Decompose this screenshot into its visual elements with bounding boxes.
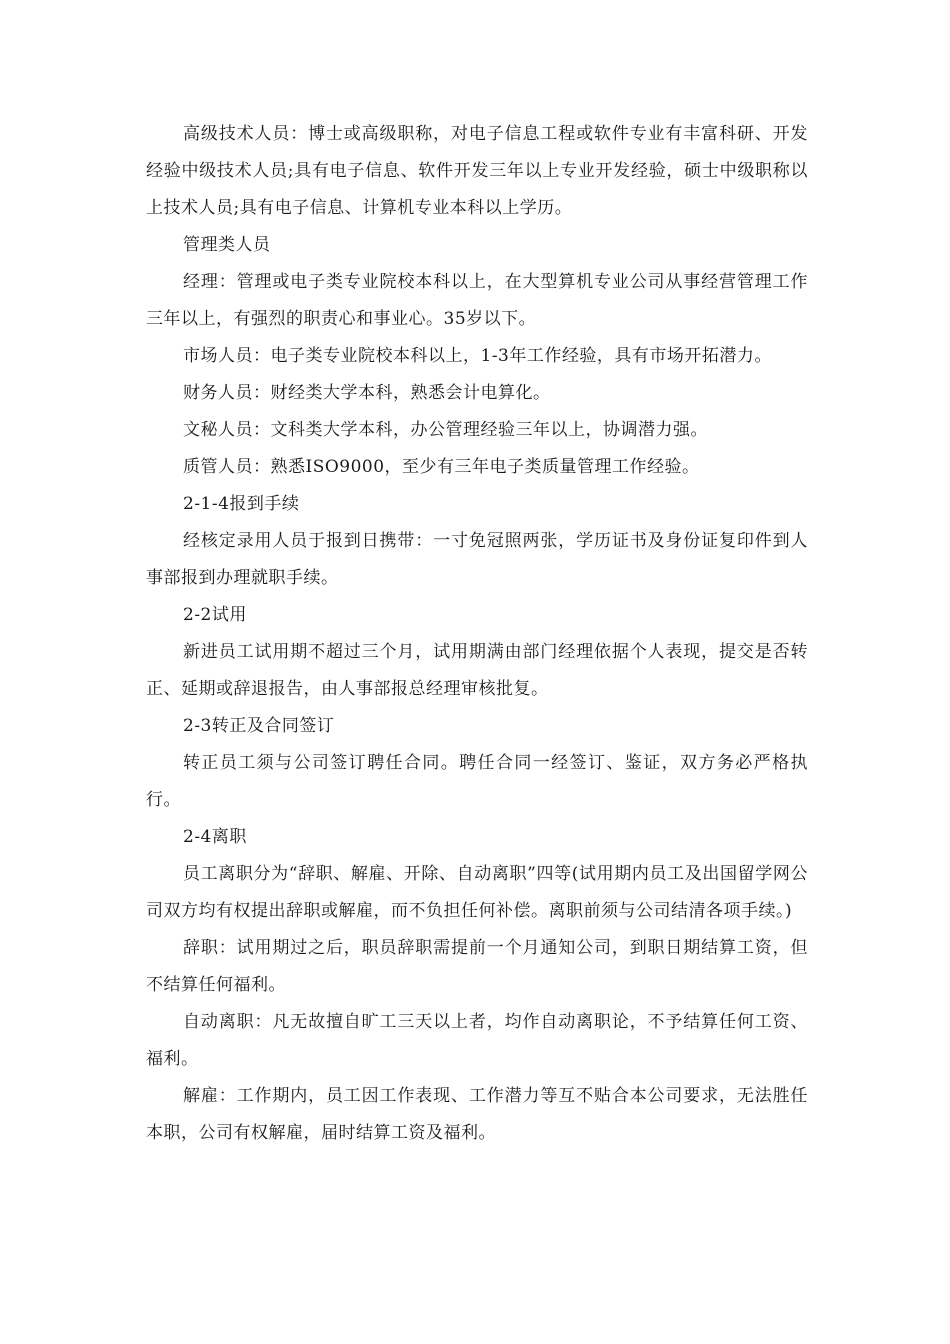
paragraph-quality-staff: 质管人员：熟悉ISO9000，至少有三年电子类质量管理工作经验。 (183, 457, 700, 477)
paragraph-manager: 经理：管理或电子类专业院校本科以上，在大型算机专业公司从事经营管理工作三年以上，有强烈的职责心和事业心。35岁以下。 (146, 272, 808, 329)
paragraph-secretary-staff: 文秘人员：文科类大学本科，办公管理经验三年以上，协调潜力强。 (183, 420, 708, 440)
heading-resignation: 2-4离职 (183, 827, 247, 847)
document-body (146, 116, 808, 1152)
heading-probation: 2-2试用 (183, 605, 247, 625)
heading-regularization-contract: 2-3转正及合同签订 (183, 716, 335, 736)
paragraph-marketing-staff: 市场人员：电子类专业院校本科以上，1-3年工作经验，具有市场开拓潜力。 (183, 346, 772, 366)
paragraph-probation: 新进员工试用期不超过三个月，试用期满由部门经理依据个人表现，提交是否转正、延期或辞退报告，由人事部报总经理审核批复。 (146, 642, 808, 699)
paragraph-resignation-types: 员工离职分为“辞职、解雇、开除、自动离职”四等(试用期内员工及出国留学网公司双方均有权提出辞职或解雇，而不负担任何补偿。离职前须与公司结清各项手续。) (146, 864, 808, 921)
paragraph-senior-tech-staff: 高级技术人员：博士或高级职称，对电子信息工程或软件专业有丰富科研、开发经验中级技术人员;具有电子信息、软件开发三年以上专业开发经验，硕士中级职称以上技术人员;具有电子信息、计算机专业本科以上学历。 (146, 124, 808, 218)
paragraph-regularization-contract: 转正员工须与公司签订聘任合同。聘任合同一经签订、鉴证，双方务必严格执行。 (146, 753, 808, 810)
paragraph-onboarding: 经核定录用人员于报到日携带：一寸免冠照两张，学历证书及身份证复印件到人事部报到办理就职手续。 (146, 531, 808, 588)
heading-onboarding-procedure: 2-1-4报到手续 (183, 494, 300, 514)
paragraph-voluntary-resignation: 辞职：试用期过之后，职员辞职需提前一个月通知公司，到职日期结算工资，但不结算任何福利。 (146, 938, 808, 995)
heading-management-staff: 管理类人员 (183, 235, 271, 255)
paragraph-automatic-resignation: 自动离职：凡无故擅自旷工三天以上者，均作自动离职论，不予结算任何工资、福利。 (146, 1012, 808, 1069)
paragraph-finance-staff: 财务人员：财经类大学本科，熟悉会计电算化。 (183, 383, 551, 403)
paragraph-dismissal: 解雇：工作期内，员工因工作表现、工作潜力等互不贴合本公司要求，无法胜任本职，公司有权解雇，届时结算工资及福利。 (146, 1086, 808, 1143)
